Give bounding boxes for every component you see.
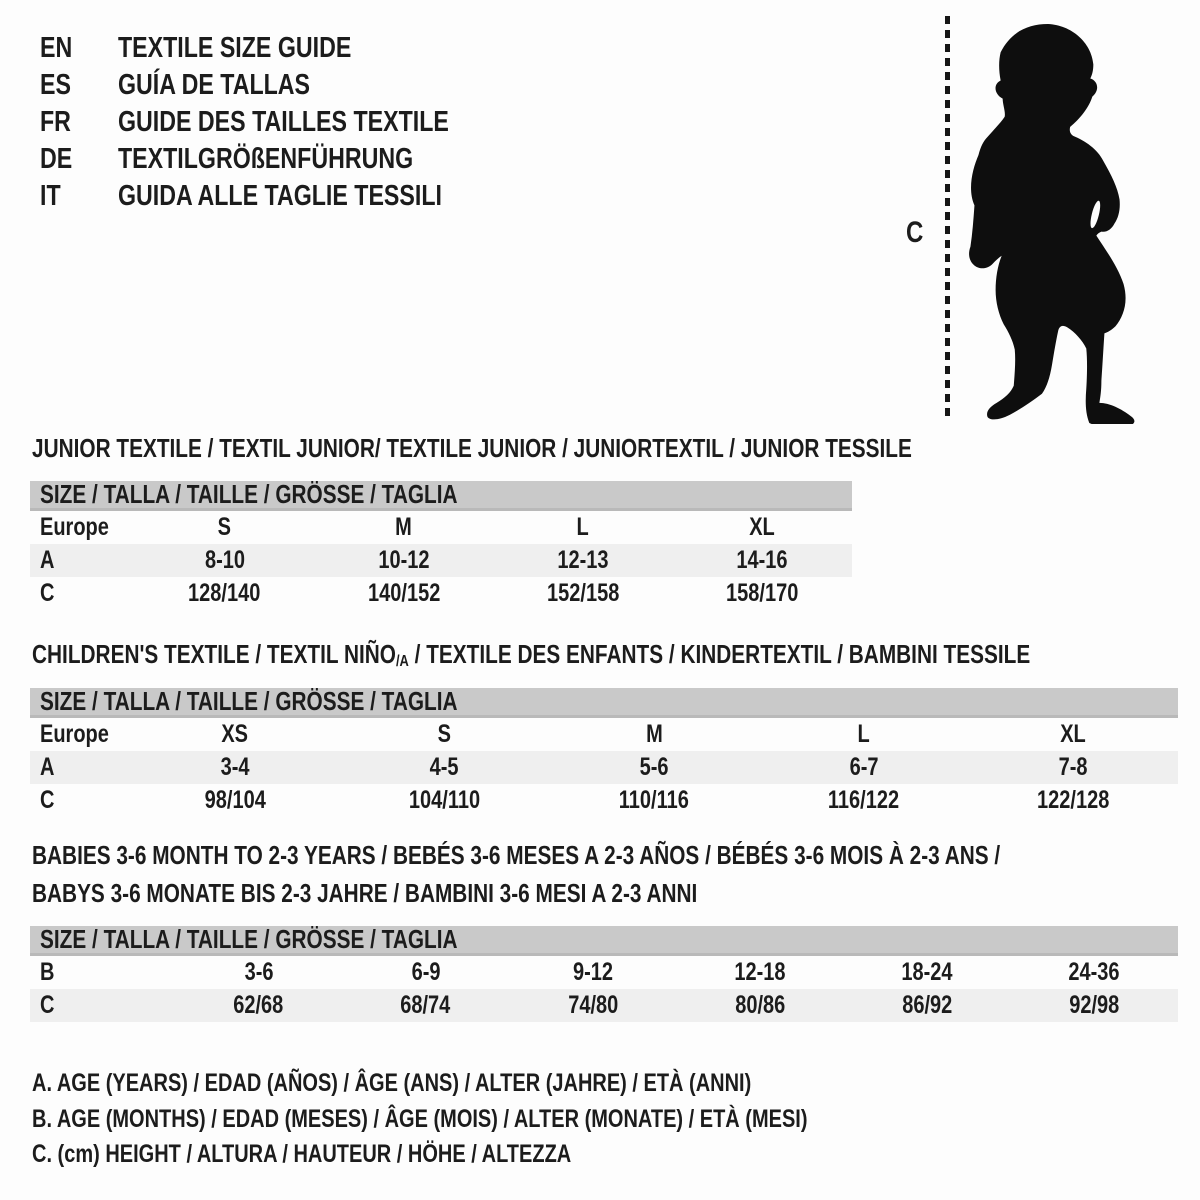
table-row	[30, 989, 1178, 1022]
cell: 152/158	[546, 579, 620, 607]
cell: M	[395, 513, 413, 541]
cell: 18-24	[901, 958, 953, 986]
lang-code: IT	[40, 180, 61, 212]
table-row	[30, 577, 852, 610]
cell: 9-12	[572, 958, 613, 986]
legend-height-cm: C. (cm) HEIGHT / ALTURA / HAUTEUR / HÖHE / ALTEZZA	[32, 1140, 572, 1168]
cell: 3-4	[220, 753, 250, 781]
cell: C	[40, 579, 55, 607]
lang-code: EN	[40, 32, 73, 64]
cell: 68/74	[400, 991, 451, 1019]
cell: 7-8	[1058, 753, 1088, 781]
cell: 62/68	[233, 991, 284, 1019]
cell: A	[40, 546, 55, 574]
cell: 5-6	[639, 753, 669, 781]
lang-code: DE	[40, 143, 73, 175]
cell: 116/122	[827, 786, 900, 814]
cell: XS	[221, 720, 249, 748]
cell: 98/104	[204, 786, 266, 814]
guide-title-en: TEXTILE SIZE GUIDE	[118, 32, 352, 64]
height-c-label: C	[906, 216, 924, 249]
cell: 6-9	[411, 958, 441, 986]
cell: C	[40, 786, 55, 814]
cell: 6-7	[849, 753, 879, 781]
junior-table	[30, 481, 852, 610]
cell: L	[577, 513, 590, 541]
children-table	[30, 688, 1178, 817]
cell: 24-36	[1068, 958, 1120, 986]
cell: C	[40, 991, 55, 1019]
children-section-title: CHILDREN'S TEXTILE / TEXTIL NIÑO/A / TEXTILE DES ENFANTS / KINDERTEXTIL / BAMBINI TESSILE	[32, 639, 1031, 670]
cell: 4-5	[429, 753, 459, 781]
cell: 8-10	[204, 546, 245, 574]
babies-section-title-line2: BABYS 3-6 MONATE BIS 2-3 JAHRE / BAMBINI 3-6 MESI A 2-3 ANNI	[32, 878, 698, 908]
cell: 74/80	[567, 991, 618, 1019]
cell: XL	[749, 513, 776, 541]
cell: S	[437, 720, 452, 748]
table-row	[30, 784, 1178, 817]
babies-table	[30, 926, 1178, 1022]
cell: 128/140	[188, 579, 261, 607]
cell: A	[40, 753, 55, 781]
table-row	[30, 718, 1178, 751]
cell: 110/116	[618, 786, 690, 814]
lang-code: ES	[40, 69, 71, 101]
cell: 104/110	[408, 786, 480, 814]
guide-title-es: GUÍA DE TALLAS	[118, 69, 311, 101]
cell: L	[857, 720, 870, 748]
cell: 10-12	[378, 546, 430, 574]
cell: XL	[1060, 720, 1086, 748]
guide-title-de: TEXTILGRÖßENFÜHRUNG	[118, 143, 414, 175]
table-row	[30, 751, 1178, 784]
table-row	[30, 956, 1178, 989]
guide-title-fr: GUIDE DES TAILLES TEXTILE	[118, 106, 449, 138]
lang-code: FR	[40, 106, 71, 138]
table-row	[30, 544, 852, 577]
lang-row-es	[40, 67, 532, 104]
guide-title-it: GUIDA ALLE TAGLIE TESSILI	[118, 180, 442, 212]
lang-row-fr	[40, 104, 532, 141]
cell: 12-13	[557, 546, 609, 574]
cell: 12-18	[734, 958, 786, 986]
legend-age-years: A. AGE (YEARS) / EDAD (AÑOS) / ÂGE (ANS) / ALTER (JAHRE) / ETÀ (ANNI)	[32, 1069, 752, 1097]
size-header-bar: SIZE / TALLA / TAILLE / GRÖSSE / TAGLIA	[30, 688, 1178, 718]
cell: 122/128	[1037, 786, 1110, 814]
legend-age-months: B. AGE (MONTHS) / EDAD (MESES) / ÂGE (MOIS) / ALTER (MONATE) / ETÀ (MESI)	[32, 1105, 808, 1133]
cell: M	[645, 720, 663, 748]
junior-section-title: JUNIOR TEXTILE / TEXTIL JUNIOR/ TEXTILE JUNIOR / JUNIORTEXTIL / JUNIOR TESSILE	[32, 433, 912, 463]
lang-row-de	[40, 141, 532, 178]
cell: Europe	[40, 513, 109, 541]
babies-section-title-line1: BABIES 3-6 MONTH TO 2-3 YEARS / BEBÉS 3-6 MESES A 2-3 AÑOS / BÉBÉS 3-6 MOIS À 2-3 ANS /	[32, 840, 1001, 870]
size-header-bar: SIZE / TALLA / TAILLE / GRÖSSE / TAGLIA	[30, 926, 1178, 956]
lang-row-en	[40, 30, 532, 67]
size-header-bar: SIZE / TALLA / TAILLE / GRÖSSE / TAGLIA	[30, 481, 852, 511]
lang-row-it	[40, 178, 532, 215]
cell: 3-6	[244, 958, 274, 986]
cell: 14-16	[736, 546, 788, 574]
cell: 158/170	[726, 579, 799, 607]
height-dashed-line	[945, 16, 950, 420]
cell: B	[40, 958, 55, 986]
cell: S	[217, 513, 232, 541]
cell: 92/98	[1069, 991, 1120, 1019]
toddler-silhouette-icon	[952, 16, 1144, 424]
cell: 86/92	[902, 991, 953, 1019]
table-row	[30, 511, 852, 544]
language-title-list	[40, 30, 532, 215]
cell: 80/86	[735, 991, 786, 1019]
nino-a-subscript: /A	[395, 651, 409, 670]
cell: Europe	[40, 720, 109, 748]
cell: 140/152	[367, 579, 441, 607]
